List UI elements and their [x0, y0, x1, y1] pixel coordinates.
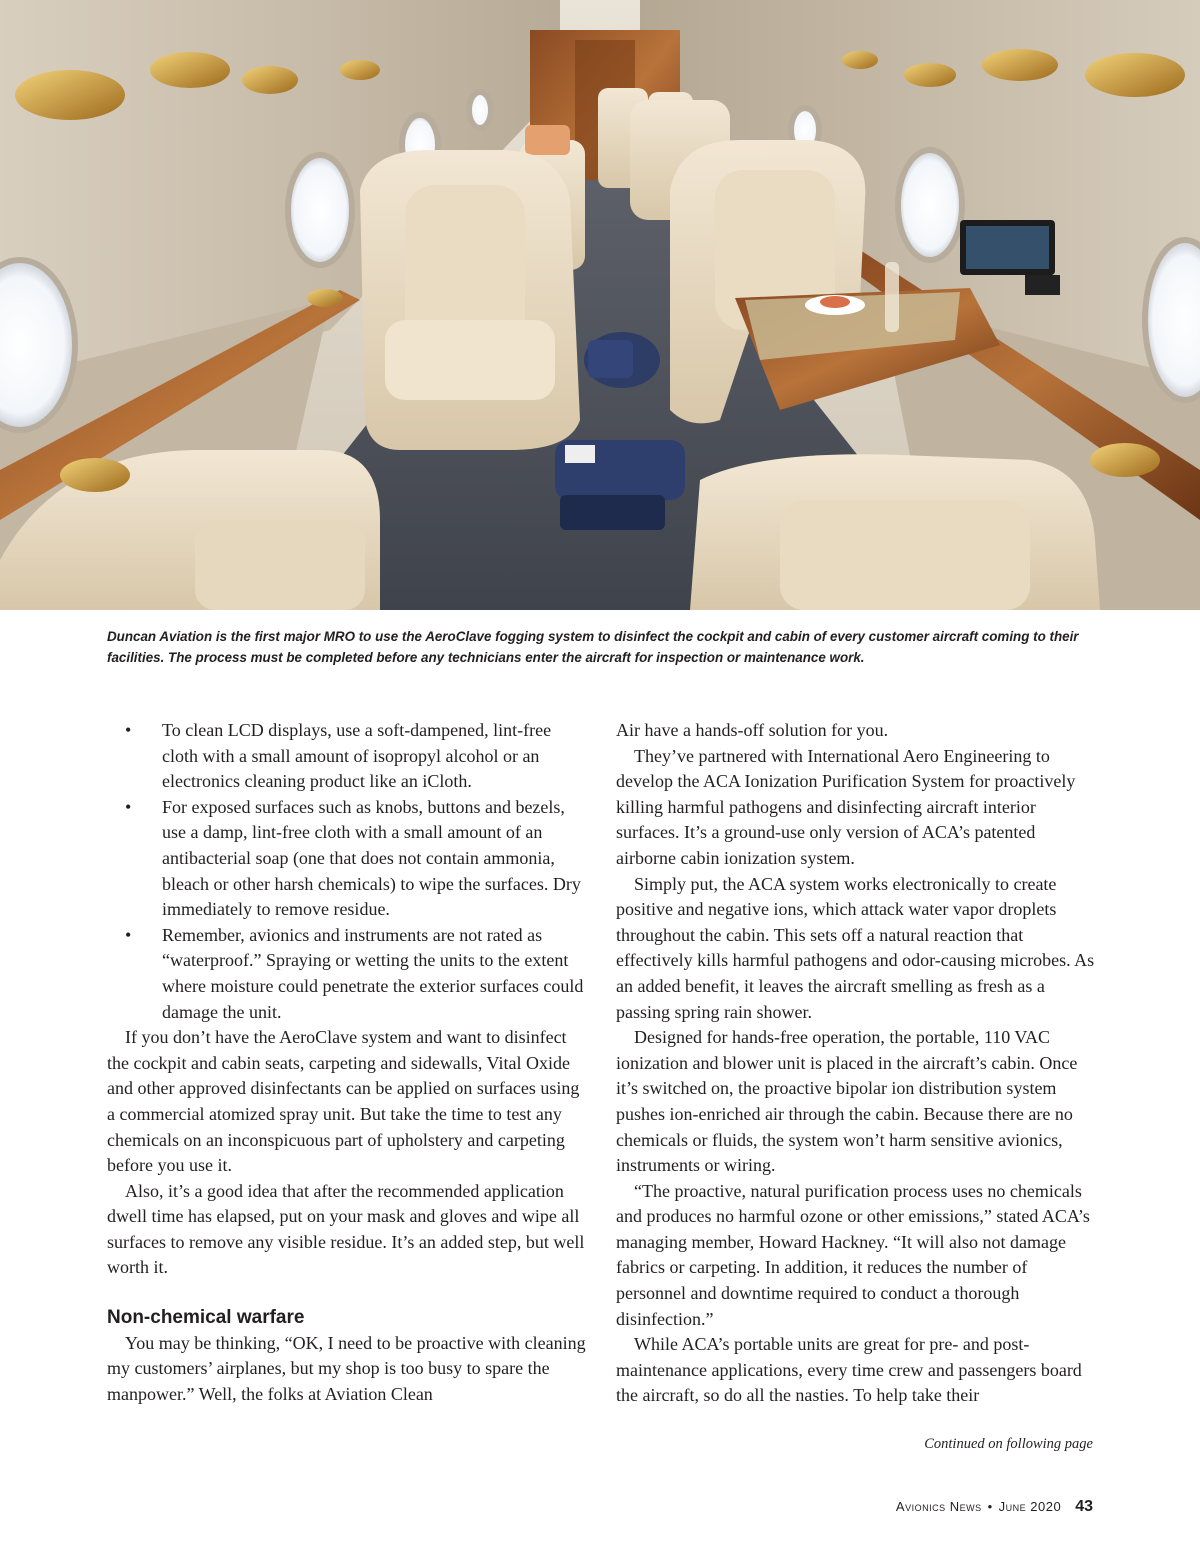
issue-date: June 2020	[998, 1499, 1062, 1514]
publication-name: Avionics News	[895, 1499, 982, 1514]
body-paragraph: Also, it’s a good idea that after the recommended application dwell time has elapsed, put on your mask and gloves and wipe all surfaces to remove any visible residue. It’s an added step, but well worth it.	[107, 1180, 585, 1278]
bullet-text: For exposed surfaces such as knobs, buttons and bezels, use a damp, lint-free cloth with a small amount of an antibacterial soap (one that does not contain ammonia, bleach or other harsh chemicals) to wipe the surfaces. Dry immediately to remove residue.	[162, 796, 581, 920]
body-paragraph: You may be thinking, “OK, I need to be proactive with cleaning my customers’ airplanes, but my shop is too busy to spare the manpower.” Well, the folks at Aviation Clean	[107, 1332, 586, 1404]
body-paragraph: Simply put, the ACA system works electronically to create positive and negative ions, which attack water vapor droplets throughout the cabin. This sets off a natural reaction that effectively kills harmful pathogens and odor-causing microbes. As an added benefit, it leaves the aircraft smelling as fresh as a passing spring rain shower.	[616, 873, 1095, 1022]
bullet-text: To clean LCD displays, use a soft-dampened, lint-free cloth with a small amount of isopropyl alcohol or an electronics cleaning product like an iCloth.	[162, 720, 552, 792]
page-footer	[896, 1498, 1093, 1516]
section-heading: Non-chemical warfare	[107, 1307, 305, 1329]
body-paragraph: Air have a hands-off solution for you.	[616, 720, 889, 740]
footer-separator: •	[987, 1499, 993, 1514]
bullet-item	[107, 795, 587, 923]
body-paragraph: Designed for hands-free operation, the portable, 110 VAC ionization and blower unit is placed in the aircraft’s cabin. Once it’s switched on, the proactive bipolar ion distribution system pushes ion-enriched air through the cabin. Because there are no chemicals or fluids, the system won’t harm sensitive avionics, instruments or wiring.	[616, 1027, 1078, 1176]
body-paragraph: They’ve partnered with International Aero Engineering to develop the ACA Ionization Purification System for proactively killing harmful pathogens and disinfecting aircraft interior surfaces. It’s a ground-use only version of ACA’s patented airborne cabin ionization system.	[616, 745, 1076, 868]
bullet-icon: •	[125, 924, 132, 945]
bullet-icon: •	[125, 796, 132, 817]
body-paragraph: “The proactive, natural purification process uses no chemicals and produces no harmful ozone or other emissions,” stated ACA’s managing member, Howard Hackney. “It will also not damage fabrics or carpeting. In addition, it reduces the number of personnel and downtime required to conduct a thorough disinfection.”	[616, 1180, 1090, 1329]
body-paragraph: If you don’t have the AeroClave system and want to disinfect the cockpit and cabin seats, carpeting and sidewalls, Vital Oxide and other approved disinfectants can be applied on surfaces using a commercial atomized spray unit. But take the time to test any chemicals on an inconspicuous part of upholstery and carpeting before you use it.	[107, 1027, 580, 1176]
bullet-icon: •	[125, 720, 132, 740]
right-column	[616, 718, 1096, 1409]
continued-note: Continued on following page	[924, 1436, 1093, 1452]
left-column	[107, 718, 587, 1407]
aircraft-cabin-photo	[0, 0, 1200, 610]
page-number: 43	[1075, 1498, 1093, 1515]
bullet-item	[107, 718, 587, 795]
body-paragraph: While ACA’s portable units are great for pre- and post-maintenance applications, every time crew and passengers board the aircraft, so do all the nasties. To help take their	[616, 1334, 1082, 1406]
bullet-text: Remember, avionics and instruments are not rated as “waterproof.” Spraying or wetting the units to the extent where moisture could penetrate the exterior surfaces could damage the unit.	[162, 924, 584, 1022]
photo-caption: Duncan Aviation is the first major MRO to use the AeroClave fogging system to disinfect the cockpit and cabin of every customer aircraft coming to their facilities. The process must be completed before any technicians enter the aircraft for inspection or maintenance work.	[107, 629, 1079, 665]
bullet-item	[107, 923, 587, 1025]
